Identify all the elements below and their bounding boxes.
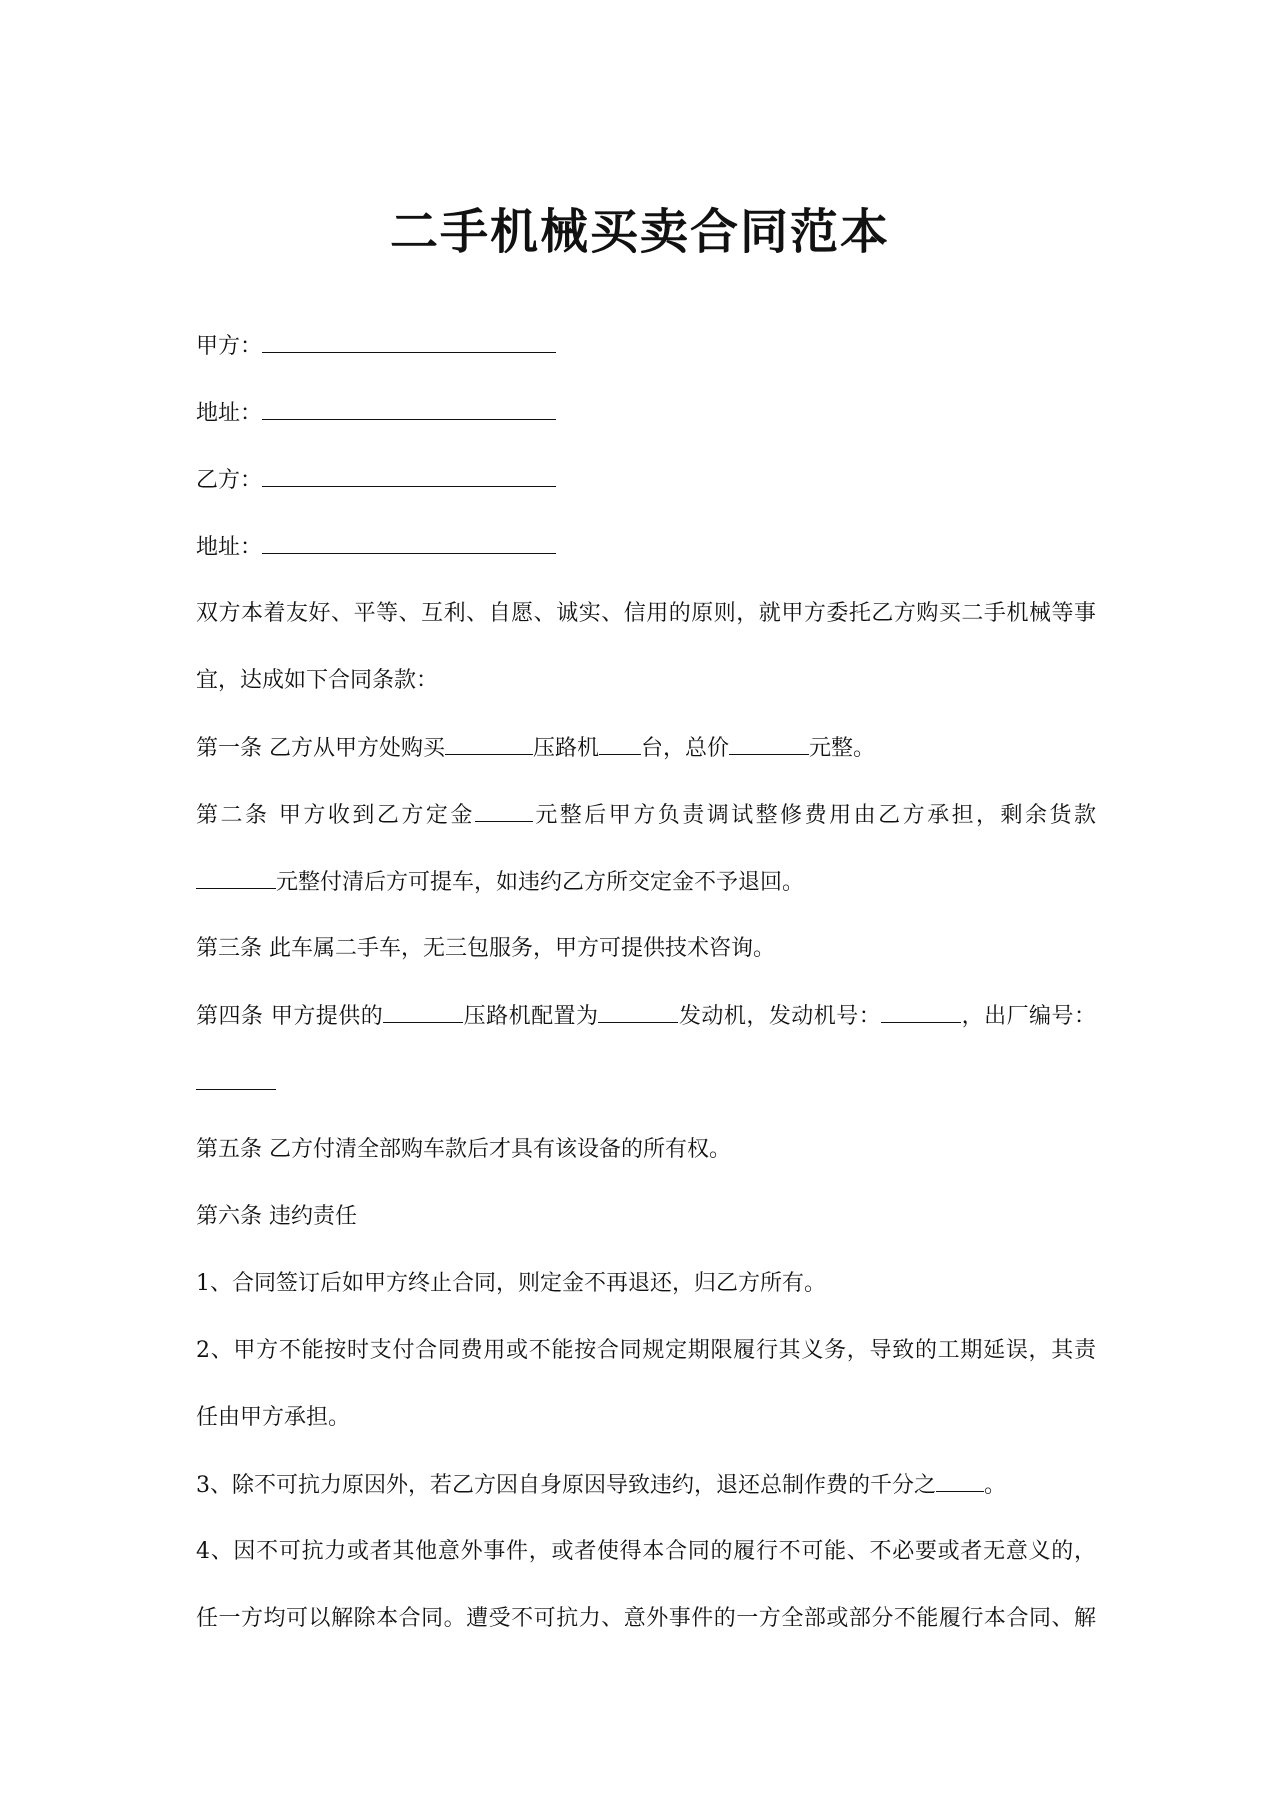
address-2-blank[interactable] (262, 531, 556, 554)
address-1-label: 地址： (196, 401, 263, 426)
article-1 (196, 732, 1096, 765)
article-4-blank-engine-number[interactable] (881, 1000, 961, 1023)
article-6-heading: 第六条 违约责任 (196, 1204, 357, 1229)
article-6-item-3 (196, 1469, 1096, 1502)
article-6-item-3-prefix: 3、除不可抗力原因外，若乙方因自身原因导致违约，退还总制作费的千分之 (196, 1473, 936, 1498)
article-2-line-2-text: 元整付清后方可提车，如违约乙方所交定金不予退回。 (276, 870, 805, 895)
article-6-item-3-suffix: 。 (984, 1473, 1007, 1498)
address-1-blank[interactable] (262, 397, 556, 420)
article-1-mid2: 台，总价 (641, 736, 730, 761)
article-5: 第五条 乙方付清全部购车款后才具有该设备的所有权。 (196, 1137, 731, 1162)
article-2-line-1 (196, 799, 1096, 832)
intro-line-2: 宜，达成如下合同条款： (196, 668, 439, 693)
address-2-line (196, 531, 1096, 564)
article-6-item-1: 1、合同签订后如甲方终止合同，则定金不再退还，归乙方所有。 (196, 1271, 826, 1296)
article-2-blank-deposit[interactable] (475, 799, 533, 822)
article-1-blank-price[interactable] (729, 732, 809, 755)
article-1-mid1: 压路机 (533, 736, 600, 761)
article-1-blank-model[interactable] (445, 732, 533, 755)
article-2-line-2 (196, 866, 1096, 899)
article-6-item-2-line-1: 2、甲方不能按时支付合同费用或不能按合同规定期限履行其义务，导致的工期延误，其责 (196, 1338, 1096, 1363)
article-1-blank-quantity[interactable] (599, 732, 641, 755)
party-a-label: 甲方： (196, 334, 263, 359)
article-6-item-3-blank[interactable] (936, 1469, 984, 1492)
address-1-line (196, 397, 1096, 430)
party-b-label: 乙方： (196, 468, 263, 493)
article-4-blank-engine[interactable] (598, 1000, 678, 1023)
document-title: 二手机械买卖合同范本 (389, 204, 890, 260)
article-4-line-2 (196, 1067, 1096, 1100)
article-4-blank-serial-number[interactable] (196, 1067, 276, 1090)
party-a-blank[interactable] (262, 330, 556, 353)
intro-line-1: 双方本着友好、平等、互利、自愿、诚实、信用的原则，就甲方委托乙方购买二手机械等事 (196, 601, 1096, 626)
party-b-blank[interactable] (262, 464, 556, 487)
article-2-prefix: 第二条 甲方收到乙方定金 (196, 803, 475, 828)
article-6-item-4-line-2: 任一方均可以解除本合同。遭受不可抗力、意外事件的一方全部或部分不能履行本合同、解 (196, 1606, 1096, 1631)
article-4-blank-model[interactable] (383, 1000, 463, 1023)
article-6-item-4-line-1: 4、因不可抗力或者其他意外事件，或者使得本合同的履行不可能、不必要或者无意义的， (196, 1539, 1096, 1564)
article-2-suffix: 元整后甲方负责调试整修费用由乙方承担，剩余货款 (532, 803, 1096, 828)
party-b-line (196, 464, 1096, 497)
article-4-prefix: 第四条 甲方提供的 (196, 1004, 384, 1029)
article-4-suffix: ，出厂编号： (961, 1004, 1096, 1029)
article-4-mid1: 压路机配置为 (463, 1004, 599, 1029)
article-1-suffix: 元整。 (809, 736, 876, 761)
article-1-prefix: 第一条 乙方从甲方处购买 (196, 736, 445, 761)
article-4-mid2: 发动机，发动机号： (678, 1004, 882, 1029)
article-4-line-1 (196, 1000, 1096, 1033)
party-a-line (196, 330, 1096, 363)
address-2-label: 地址： (196, 535, 263, 560)
article-3: 第三条 此车属二手车，无三包服务，甲方可提供技术咨询。 (196, 936, 775, 961)
article-2-blank-balance[interactable] (196, 866, 276, 889)
article-6-item-2-line-2: 任由甲方承担。 (196, 1405, 351, 1430)
